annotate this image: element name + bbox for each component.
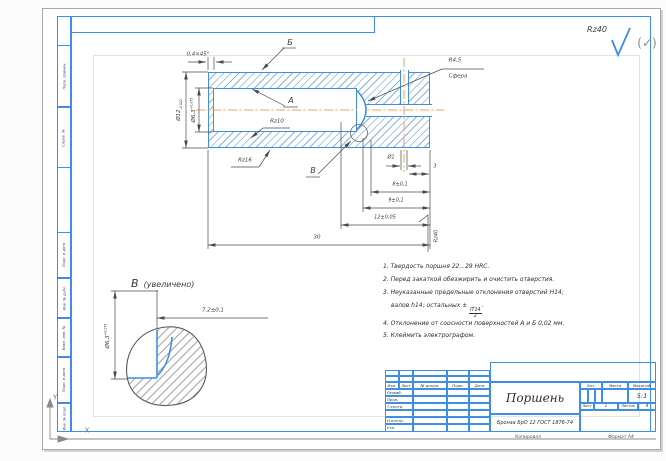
margin-label: Инв. № подл.	[62, 405, 67, 430]
note-line-3b-text: валов h14; остальных ±	[391, 302, 468, 309]
tb-row-utv: Утв.	[385, 424, 413, 432]
tb-lit-sub	[580, 389, 588, 403]
detail-marker-label: В	[310, 166, 316, 175]
tb-mass-label: Масса	[602, 382, 628, 389]
tb-row-tkontr: Т.контр.	[385, 403, 413, 410]
note-line-3: 3. Неуказанные предельные отклонения отверстий H14;	[383, 289, 564, 296]
detail-title-letter: В	[131, 277, 139, 290]
tb-designation-cell	[490, 362, 656, 382]
tb-row-cell	[469, 389, 490, 396]
tb-row-cell	[469, 403, 490, 410]
roughness-bracket-label: (✓)	[637, 36, 657, 50]
tb-col-docnum: № докум.	[413, 382, 447, 389]
surface-label-a: А	[288, 96, 294, 105]
tb-format-note: Формат А4	[608, 434, 634, 440]
tb-row-prov: Пров.	[385, 396, 413, 403]
tb-row-cell	[413, 389, 447, 396]
note-line-5: 5. Клеймить электрографом.	[383, 332, 475, 339]
tb-scale-value: 5:1	[628, 389, 656, 403]
tb-part-name: Поршень	[490, 382, 580, 414]
surface-label-b: Б	[287, 38, 293, 47]
tb-row-cell	[413, 424, 447, 432]
note-line-4: 4. Отклонение от соосности поверхностей А и Б 0,02 мм.	[383, 320, 565, 327]
note-line-3b	[391, 302, 483, 320]
tb-row-cell	[469, 396, 490, 403]
dim-hole-dia: Ø1	[387, 154, 395, 161]
margin-label: Подп. и дата	[62, 367, 67, 393]
dim-depth8: 8±0,1	[392, 181, 408, 188]
ucs-x-label: X	[84, 426, 90, 435]
tb-row-nkontr: Н.контр.	[385, 417, 413, 424]
sphere-radius-label: R4,5	[448, 57, 462, 64]
roughness-bore-label: Rz10	[270, 118, 284, 125]
tb-row-cell	[413, 396, 447, 403]
tb-lit-label: Лит.	[580, 382, 602, 389]
dim-detail-dia	[104, 324, 111, 349]
margin-cell-podp-data-2	[57, 357, 71, 403]
detail-view-title	[131, 272, 194, 291]
margin-label: Подп. и дата	[62, 242, 67, 268]
piston-bore	[213, 88, 357, 132]
dim-detail-dia-value: Ø6,3	[105, 335, 112, 349]
tb-row-blank	[385, 410, 413, 417]
tb-row-cell	[413, 410, 447, 417]
dim-detail-width: 7,2±0,1	[201, 307, 225, 314]
tb-lit-sub	[588, 389, 595, 403]
margin-cell-perv-primen	[57, 45, 71, 107]
margin-label: Справ. №	[62, 128, 67, 147]
dim-outer-dia-value: Ø12	[175, 109, 182, 121]
fraction-denominator: 2	[473, 314, 477, 320]
tb-row-cell	[447, 396, 469, 403]
tb-row-cell	[413, 417, 447, 424]
tb-scale-label: Масштаб	[628, 382, 656, 389]
tb-mass-value	[602, 389, 628, 403]
note-line-3b-period: .	[481, 302, 484, 309]
tolerance-fraction	[469, 308, 481, 320]
piston-axial-slot	[366, 104, 432, 117]
ucs-y-label: Y	[52, 393, 58, 402]
dim-bore-dia-tol: +0,075	[189, 97, 194, 110]
tb-copied-note: Копировал	[515, 434, 541, 440]
note-line-1: 1. Твердость поршня 22...29 HRC.	[383, 263, 490, 270]
note-line-2: 2. Перед закаткой обезжирить и очистить отверстия.	[383, 276, 555, 283]
tb-row-cell	[447, 389, 469, 396]
roughness-face-label: Rz40	[433, 229, 440, 243]
tb-col-list: Лист	[399, 382, 413, 389]
detail-title-suffix: (увеличено)	[143, 280, 195, 289]
roughness-corner-label: Rz40	[587, 25, 607, 34]
tb-row-cell	[447, 424, 469, 432]
fraction-numerator: IT14	[470, 308, 481, 313]
dim-length: 30	[313, 234, 321, 241]
roughness-outer-label: Rz16	[238, 157, 252, 164]
margin-label: Инв. № дубл.	[62, 285, 66, 311]
tb-sheets-value: 4	[638, 403, 656, 410]
margin-label: Взам. инв. №	[62, 325, 66, 350]
tb-row-cell	[469, 424, 490, 432]
tb-sheet-label: Лист	[580, 403, 594, 410]
margin-cell-inv-dubl	[57, 278, 71, 318]
dim-depth9: 9±0,1	[388, 197, 404, 204]
tb-material: Бронза БрО 12 ГОСТ 1876-74	[490, 414, 580, 432]
tb-col-data: Дата	[469, 382, 490, 389]
sphere-note-label: Сфера	[448, 73, 468, 80]
tb-row-cell	[413, 403, 447, 410]
margin-cell-sprav-no	[57, 107, 71, 168]
tb-sheet-value: 1	[594, 403, 618, 410]
margin-label: Перв. примен.	[62, 62, 67, 90]
tb-row-cell	[469, 417, 490, 424]
dim-bore-dia-value: Ø6,3	[191, 109, 198, 123]
margin-cell-vzam-inv	[57, 318, 71, 357]
tb-col-izm: Изм.	[385, 382, 399, 389]
margin-cell-inv-podl	[57, 403, 71, 432]
tb-lit-sub	[595, 389, 602, 403]
tb-row-cell	[447, 410, 469, 417]
tb-sheets-label: Листов	[618, 403, 638, 410]
dim-detail-dia-tol: +0,075	[103, 323, 108, 336]
tb-row-cell	[469, 410, 490, 417]
tb-col-podp: Подп.	[447, 382, 469, 389]
dim-to-face: 3	[433, 163, 437, 170]
tb-row-razrab: Разраб.	[385, 389, 413, 396]
tb-org-cell	[580, 410, 656, 432]
dim-depth12: 12±0,05	[374, 214, 396, 221]
tb-row-cell	[447, 417, 469, 424]
margin-cell-podp-data-1	[57, 232, 71, 278]
dim-chamfer: 0,4×45°	[186, 51, 210, 58]
top-designation-cell	[71, 16, 375, 33]
dim-outer-dia	[177, 99, 183, 121]
dim-outer-dia-tol: -0,022	[178, 99, 183, 110]
tb-row-cell	[447, 403, 469, 410]
dim-bore-dia	[190, 98, 197, 123]
